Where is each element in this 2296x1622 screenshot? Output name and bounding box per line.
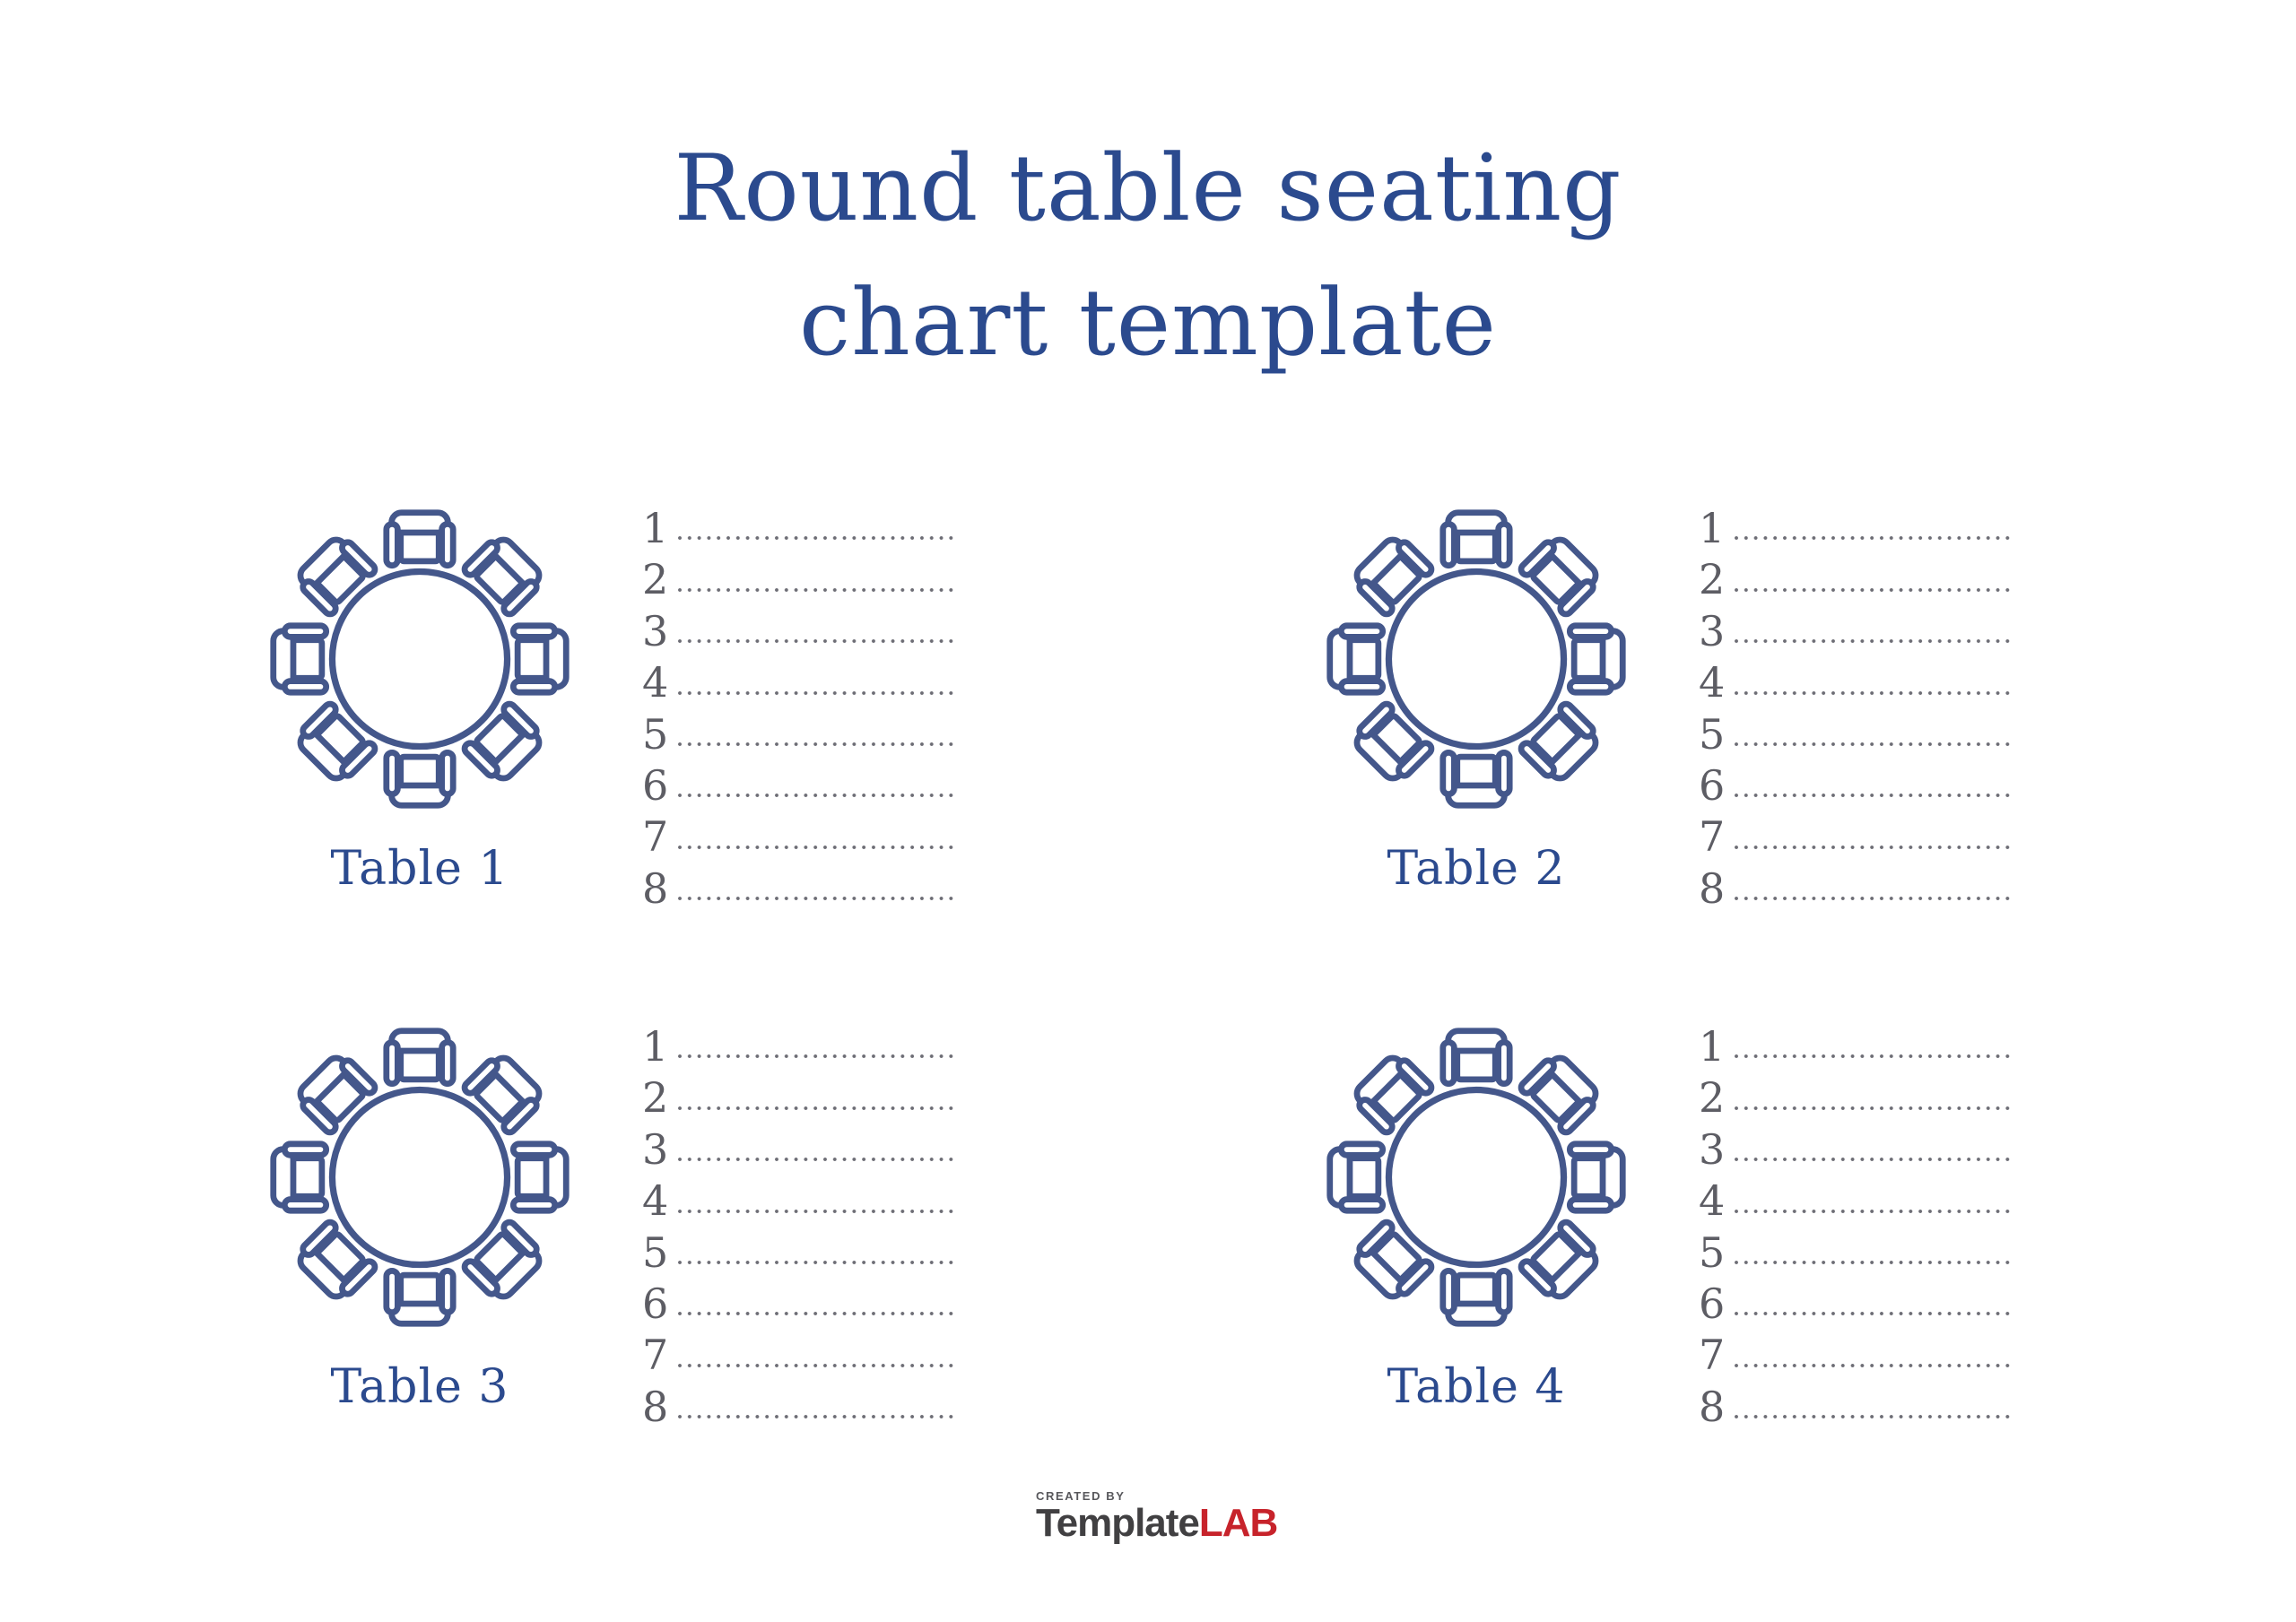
title-line1: Round table seating	[674, 135, 1622, 242]
page-title	[0, 122, 2296, 391]
seat-number: 5	[642, 1227, 669, 1277]
seat-row	[1699, 503, 2013, 554]
seat-name-line[interactable]	[1735, 1415, 2011, 1418]
seat-number: 6	[642, 760, 669, 810]
seat-number: 2	[1699, 555, 1726, 604]
table-section-1	[267, 504, 1236, 928]
seat-row	[642, 1124, 956, 1175]
seat-list	[642, 503, 956, 915]
seat-row	[1699, 863, 2013, 915]
seat-number: 7	[642, 812, 669, 862]
seat-list	[1699, 503, 2013, 915]
seat-row	[642, 554, 956, 605]
seat-name-line[interactable]	[1735, 1261, 2011, 1264]
seat-name-line[interactable]	[1735, 846, 2011, 849]
seat-name-line[interactable]	[678, 742, 954, 746]
seat-number: 1	[642, 504, 669, 552]
seat-number: 8	[642, 1382, 669, 1431]
seat-number: 1	[1699, 504, 1726, 552]
seat-number: 4	[642, 658, 669, 707]
seat-name-line[interactable]	[1735, 742, 2011, 746]
seat-row	[642, 503, 956, 554]
seat-number: 7	[1699, 1331, 1726, 1380]
seat-row	[642, 760, 956, 811]
seat-name-line[interactable]	[1735, 1106, 2011, 1110]
seat-number: 1	[1699, 1022, 1726, 1071]
table-label: Table 1	[330, 842, 509, 896]
seat-row	[1699, 811, 2013, 863]
seat-row	[1699, 1175, 2013, 1227]
seat-number: 8	[1699, 863, 1726, 913]
round-table-8-chairs-icon	[267, 1025, 572, 1330]
seat-name-line[interactable]	[1735, 536, 2011, 540]
seat-number: 3	[642, 606, 669, 655]
seat-row	[642, 811, 956, 863]
templatelab-logo	[1036, 1490, 1277, 1544]
seat-row	[1699, 709, 2013, 760]
seat-row	[642, 709, 956, 760]
seat-row	[642, 1279, 956, 1330]
seat-name-line[interactable]	[678, 691, 954, 695]
seat-name-line[interactable]	[678, 536, 954, 540]
seat-row	[642, 1072, 956, 1123]
brand-name: Template	[1036, 1501, 1199, 1545]
seat-name-line[interactable]	[1735, 794, 2011, 797]
seat-name-line[interactable]	[1735, 1312, 2011, 1315]
seat-name-line[interactable]	[1735, 1054, 2011, 1058]
created-by-text: CREATED BY	[1036, 1489, 1126, 1503]
seat-number: 2	[642, 555, 669, 604]
seat-name-line[interactable]	[1735, 639, 2011, 643]
seat-name-line[interactable]	[678, 1054, 954, 1058]
seat-number: 2	[642, 1073, 669, 1123]
seat-number: 4	[1699, 1176, 1726, 1226]
seat-name-line[interactable]	[678, 1312, 954, 1315]
seat-row	[1699, 1330, 2013, 1381]
seat-name-line[interactable]	[1735, 1158, 2011, 1161]
seat-name-line[interactable]	[678, 1210, 954, 1213]
seat-number: 6	[642, 1279, 669, 1328]
seat-row	[1699, 606, 2013, 657]
seat-number: 6	[1699, 1279, 1726, 1328]
seat-row	[642, 863, 956, 915]
table-section-4	[1324, 1022, 2292, 1446]
seat-number: 8	[1699, 1382, 1726, 1431]
seat-name-line[interactable]	[678, 588, 954, 592]
seat-number: 3	[1699, 1124, 1726, 1174]
seat-row	[1699, 1021, 2013, 1072]
seat-row	[642, 1227, 956, 1279]
seat-name-line[interactable]	[678, 1158, 954, 1161]
brand-text	[1036, 1503, 1277, 1544]
round-table-8-chairs-icon	[1324, 1025, 1629, 1330]
seat-row	[1699, 554, 2013, 605]
seat-number: 1	[642, 1022, 669, 1071]
seat-row	[642, 657, 956, 708]
seat-number: 5	[642, 709, 669, 759]
seat-name-line[interactable]	[1735, 691, 2011, 695]
seat-number: 8	[642, 863, 669, 913]
seat-number: 3	[642, 1124, 669, 1174]
seat-name-line[interactable]	[1735, 588, 2011, 592]
seat-row	[1699, 1279, 2013, 1330]
brand-suffix: LAB	[1198, 1501, 1278, 1545]
seat-name-line[interactable]	[678, 794, 954, 797]
round-table-8-chairs-icon	[1324, 507, 1629, 811]
seat-name-line[interactable]	[678, 1261, 954, 1264]
seat-number: 5	[1699, 709, 1726, 759]
seat-row	[642, 1175, 956, 1227]
seat-row	[1699, 760, 2013, 811]
seat-number: 6	[1699, 760, 1726, 810]
seat-row	[1699, 1072, 2013, 1123]
seat-name-line[interactable]	[678, 1106, 954, 1110]
seat-name-line[interactable]	[1735, 897, 2011, 900]
seat-number: 2	[1699, 1073, 1726, 1123]
seat-row	[1699, 657, 2013, 708]
seat-name-line[interactable]	[678, 639, 954, 643]
seat-list	[1699, 1021, 2013, 1433]
table-label: Table 4	[1387, 1360, 1566, 1414]
seat-row	[642, 606, 956, 657]
seat-name-line[interactable]	[678, 846, 954, 849]
seat-name-line[interactable]	[678, 897, 954, 900]
seat-name-line[interactable]	[678, 1364, 954, 1367]
seat-row	[642, 1021, 956, 1072]
seat-list	[642, 1021, 956, 1433]
seat-number: 4	[642, 1176, 669, 1226]
seat-name-line[interactable]	[1735, 1210, 2011, 1213]
table-label: Table 3	[330, 1360, 509, 1414]
round-table-8-chairs-icon	[267, 507, 572, 811]
table-section-2	[1324, 504, 2292, 928]
seat-number: 3	[1699, 606, 1726, 655]
seat-name-line[interactable]	[1735, 1364, 2011, 1367]
seat-row	[1699, 1124, 2013, 1175]
table-section-3	[267, 1022, 1236, 1446]
seat-name-line[interactable]	[678, 1415, 954, 1418]
seat-row	[642, 1382, 956, 1433]
seat-row	[1699, 1382, 2013, 1433]
seat-number: 7	[1699, 812, 1726, 862]
seat-row	[642, 1330, 956, 1381]
table-label: Table 2	[1387, 842, 1566, 896]
title-line2: chart template	[799, 269, 1497, 377]
seat-row	[1699, 1227, 2013, 1279]
seat-number: 4	[1699, 658, 1726, 707]
seat-number: 7	[642, 1331, 669, 1380]
seat-number: 5	[1699, 1227, 1726, 1277]
